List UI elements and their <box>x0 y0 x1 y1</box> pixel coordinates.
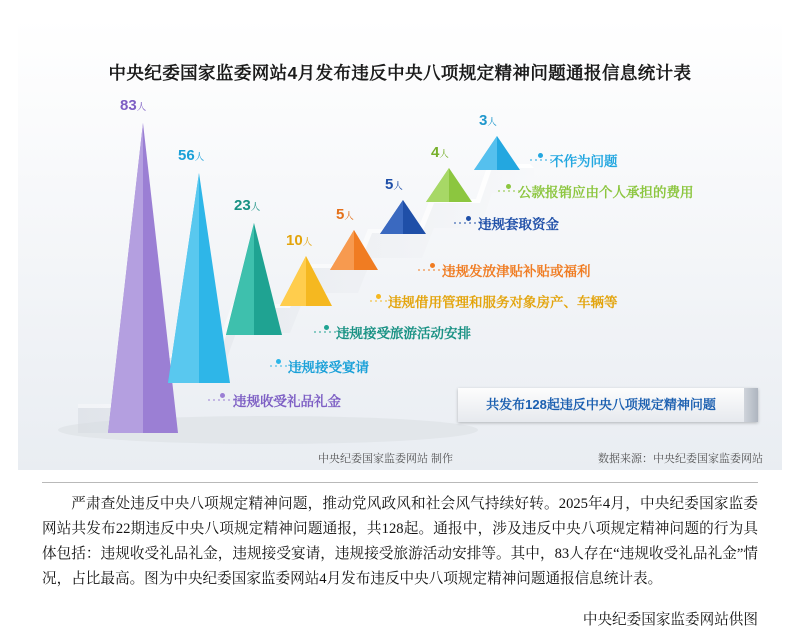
bar-value-6: 4人 <box>431 144 449 161</box>
credit-producer: 中央纪委国家监委网站 制作 <box>318 453 454 465</box>
total-ribbon-text: 共发布128起违反中央八项规定精神问题 <box>486 397 716 412</box>
category-label-7: 不作为问题 <box>550 154 618 169</box>
bar-value-3: 10人 <box>286 232 313 249</box>
article-signature: 中央纪委国家监委网站供图 <box>582 612 758 628</box>
label-dot-1 <box>276 359 281 364</box>
bar-value-4: 5人 <box>336 206 354 223</box>
bar-value-0: 83人 <box>120 97 147 114</box>
bar-value-5: 5人 <box>385 176 403 193</box>
credit-source: 数据来源：中央纪委国家监委网站 <box>598 453 763 465</box>
category-label-1: 违规接受宴请 <box>288 360 369 375</box>
bar-value-1: 56人 <box>178 147 205 164</box>
article-paragraph: 严肃查处违反中央八项规定精神问题，推动党风政风和社会风气持续好转。2025年4月，中央纪委国家监委网站共发布22期违反中央八项规定精神问题通报，共128起。通报中，涉及违反中央八项规定精神问题的行为具体包括：违规收受礼品礼金，违规接受宴请，违规接受旅游活动安排等。其中，83人存在“违规收受礼品礼金”情况，占比最高。图为中央纪委国家监委网站4月发布违反中央八项规定精神问题通报信息统计表。 <box>42 496 758 587</box>
category-label-2: 违规接受旅游活动安排 <box>336 326 471 341</box>
label-dot-3 <box>376 294 381 299</box>
bar-value-2: 23人 <box>234 197 261 214</box>
infographic-panel <box>18 18 782 470</box>
category-label-3: 违规借用管理和服务对象房产、车辆等 <box>388 295 618 310</box>
label-dot-6 <box>506 184 511 189</box>
divider <box>42 482 758 483</box>
category-label-0: 违规收受礼品礼金 <box>233 394 341 409</box>
ribbon-fold <box>744 388 758 422</box>
bar-value-7: 3人 <box>479 112 497 129</box>
label-dot-0 <box>220 393 225 398</box>
category-label-4: 违规发放津贴补贴或福利 <box>442 264 591 279</box>
label-dot-5 <box>466 216 471 221</box>
label-dot-4 <box>430 263 435 268</box>
category-label-5: 违规套取资金 <box>478 217 559 232</box>
label-dot-2 <box>324 325 329 330</box>
category-label-6: 公款报销应由个人承担的费用 <box>518 185 694 200</box>
chart-title: 中央纪委国家监委网站4月发布违反中央八项规定精神问题通报信息统计表 <box>108 63 692 83</box>
label-dot-7 <box>538 153 543 158</box>
total-ribbon <box>458 388 758 422</box>
